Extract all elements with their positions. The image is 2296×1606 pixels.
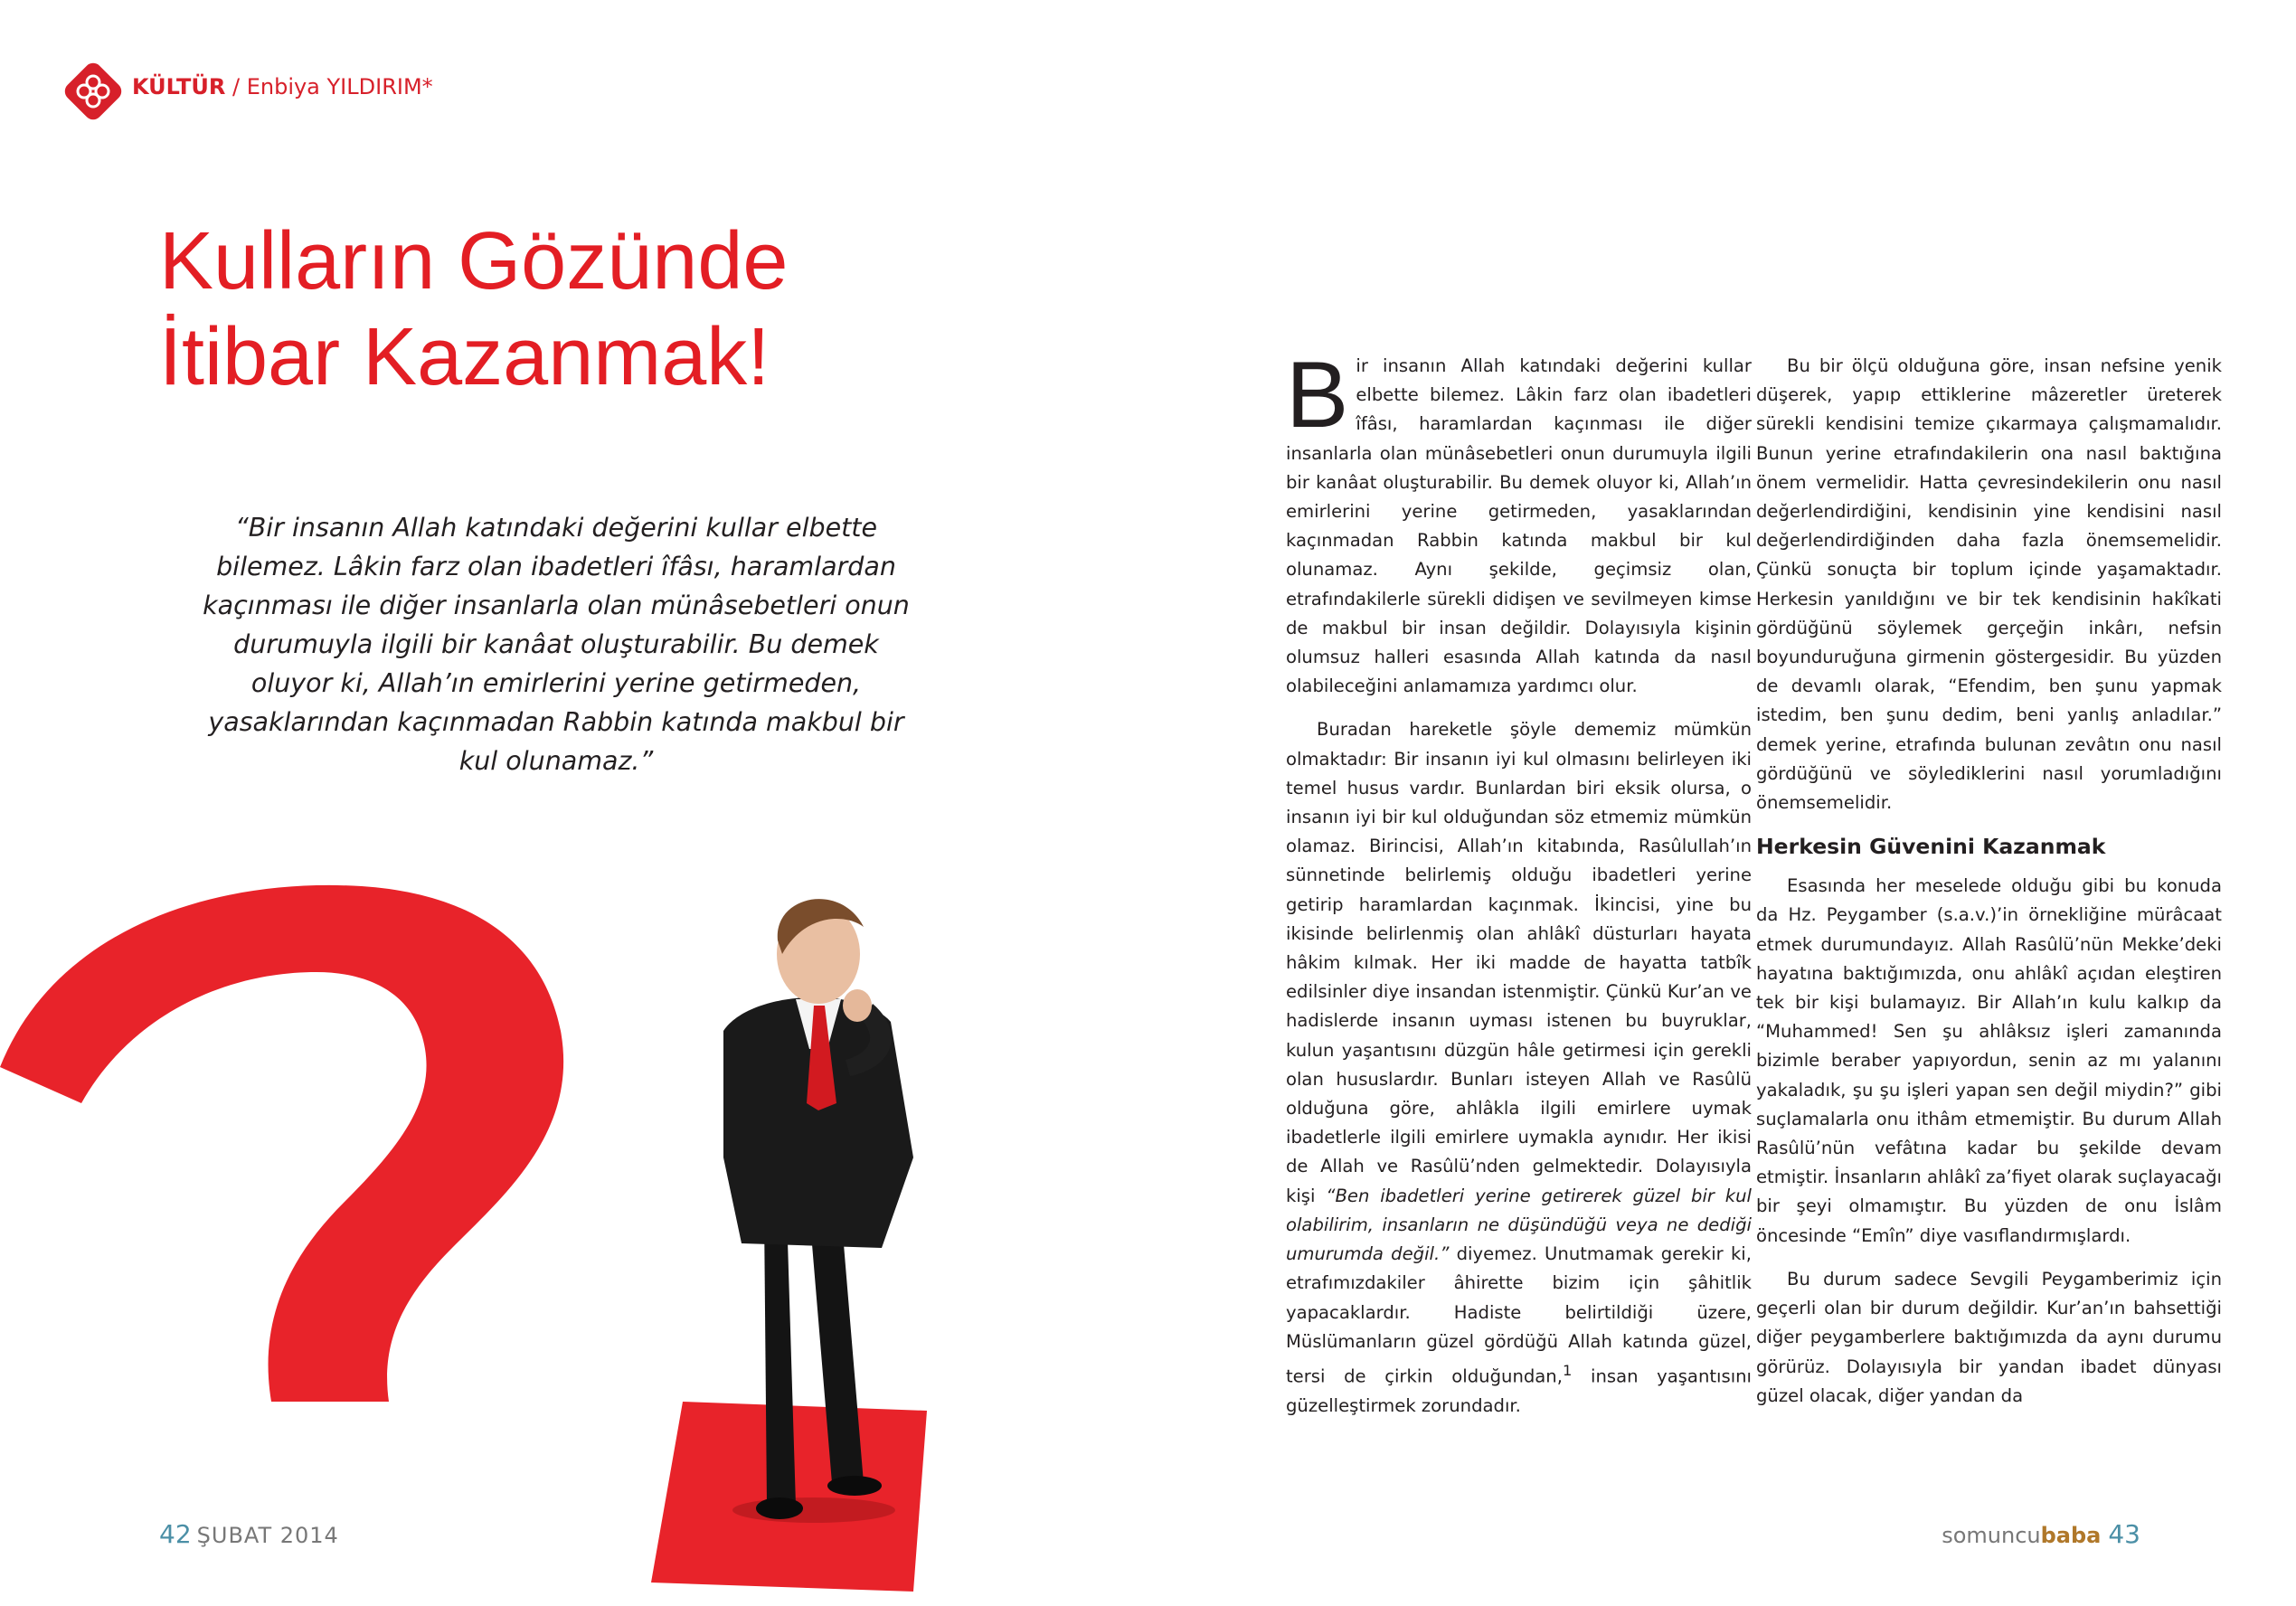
article-paragraph-4: Esasında her meselede olduğu gibi bu konuda da Hz. Peygamber (s.a.v.)’in örnekliğine mürâcaat etmek durumundayız. Allah Rasûlü’nün Mekke’deki hayatına baktığımızda, onu ahlâkî açıdan eleştiren tek bir kişi bulamayız. Bir Allah’ın kulu kalkıp da “Muhammed! Sen şu ahlâksız işleri zamanında bizimle beraber yapıyordun, senin az mı yalanını yakaladık, şu şu işleri yapan sen değil miydin?” gibi suçlamalarla onu ithâm etmemiştir. Bu durum Allah Rasûlü’nün vefâtına kadar bu şekilde devam etmiştir. İnsanların ahlâkî za’fiyet olarak suçlayacağı bir şeyi olmamıştır. Bu yüzden de onu İslâm öncesinde “Emîn” diye vasıflandırmışlardı. — [1756, 875, 2222, 1246]
question-mark-man-illustration — [0, 778, 1121, 1602]
article-column-right — [1756, 352, 2222, 1411]
author-name: Enbiya YILDIRIM* — [246, 74, 433, 99]
page-number-left: 42 — [159, 1519, 192, 1549]
page-number-right: 43 — [2108, 1519, 2140, 1549]
header-separator: / — [231, 74, 241, 99]
issue-date: ŞUBAT 2014 — [196, 1523, 339, 1548]
footer-right — [1942, 1519, 2140, 1549]
section-badge-icon — [60, 58, 127, 125]
footer-left — [159, 1519, 339, 1549]
magazine-name-part-1: somuncu — [1942, 1523, 2041, 1548]
article-paragraph-2: Buradan hareketle şöyle dememiz mümkün olmaktadır: Bir insanın iyi kul olmasını belirleyen iki temel husus vardır. Bunlardan biri eksik olursa, o insanın iyi bir kul olduğundan söz etmemiz mümkün olamaz. Birincisi, Allah’ın kitabında, Rasûlullah’ın sünnetinde belirlemiş olduğu ibadetleri yerine getirip haramlardan kaçınmak. İkincisi, yine bu ikisinde belirlenmiş olan ahlâkî düsturları hayata hâkim kılmak. Her iki madde de hayatta tatbîk edilsinler diye insandan istenmiştir. Çünkü Kur’an ve hadislerde insanın uyması istenen bu buyruklar, kulun yaşantısını düzgün hâle getirmesi için gerekli olan hususlardır. Bunları isteyen Allah ve Rasûlü olduğuna göre, ahlâkla ilgili emirlere uymak ibadetlerle ilgili emirlere uymakla aynıdır. Her ikisi de Allah ve Rasûlü’nden gelmektedir. Dolayısıyla kişi “Ben ibadetleri yerine getirerek güzel bir kul olabilirim, insanların ne düşündüğü veya ne dediği umurumda değil.” diyemez. Unutmamak gerekir ki, etrafımızdakiler âhirette bizim için şâhitlik yapacaklardır. Hadiste belirtildiği üzere, Müslümanların güzel gördüğü Allah katında güzel, tersi de çirkin olduğundan,$^1$ insan yaşantısını güzelleştirmek zorundadır. — [1286, 719, 1753, 1416]
section-label: KÜLTÜR — [132, 74, 226, 99]
footnote-marker: 1 — [1562, 1361, 1573, 1379]
article-paragraph-1: Bir insanın Allah katındaki değerini kullar elbette bilemez. Lâkin farz olan ibadetleri îfâsı, haramlardan kaçınması ile diğer insanlarla olan münâsebetleri onun durumuyla ilgili bir kanâat oluşturabilir. Bu demek oluyor ki, Allah’ın emirlerini yerine getirmeden, yasaklarından kaçınmadan Rabbin katında makbul bir kul olunamaz. Aynı şekilde, geçimsiz olan, etrafındakilerle sürekli didişen ve sevilmeyen kimse de makbul bir insan değildir. Dolayısıyla kişinin olumsuz halleri esasında Allah katında da nasıl olabileceğini anlamamıza yardımcı olur. — [1286, 343, 1752, 697]
section-header — [132, 74, 433, 99]
article-paragraph-3: Bu bir ölçü olduğuna göre, insan nefsine yenik düşerek, yapıp ettiklerine mâzeretler üreterek sürekli kendisini temize çıkarmaya çalışmamalıdır. Bunun yerine etrafındakilerin ona nasıl baktığına önem vermelidir. Hatta çevresindekilerin onu nasıl değerlendirdiğini, kendisinin yine kendisini nasıl değerlendirdiğinden daha fazla önemsemelidir. Çünkü sonuçta bir toplum içinde yaşamaktadır. Herkesin yanıldığını ve bir tek kendisinin hakîkati gördüğünü söylemek gerçeğin inkârı, nefsin boyunduruğuna girmenin göstergesidir. Bu yüzden de devamlı olarak, “Efendim, ben şunu yapmak istedim, ben şunu dedim, beni yanlış anladılar.” demek yerine, etrafında bulunan zevâtın onu nasıl gördüğünü ve söylediklerini nasıl yorumladığını önemsemelidir. — [1756, 355, 2222, 814]
magazine-name-part-2: baba — [2040, 1523, 2102, 1548]
article-column-left — [1286, 343, 1753, 1421]
article-title-line-1: Kulların Gözünde — [159, 216, 789, 307]
inline-quote: “Ben ibadetleri yerine getirerek güzel bir kul olabilirim, insanların ne düşündüğü veya ne dediği umurumda değil.” — [1286, 1185, 1753, 1265]
article-title-line-2: İtibar Kazanmak! — [159, 312, 770, 402]
pull-quote: “Bir insanın Allah katındaki değerini kullar elbette bilemez. Lâkin farz olan ibadetleri îfâsı, haramlardan kaçınması ile diğer insanlarla olan münâsebetleri onun durumuyla ilgili bir kanâat oluşturabilir. Bu demek oluyor ki, Allah’ın emirlerini yerine getirmeden, yasaklarından kaçınmadan Rabbin katında makbul bir kul olunamaz.” — [203, 513, 910, 776]
article-subheading: Herkesin Güvenini Kazanmak — [1756, 834, 2106, 860]
drop-cap: B — [1286, 343, 1349, 448]
article-paragraph-5: Bu durum sadece Sevgili Peygamberimiz için geçerli olan bir durum değildir. Kur’an’ın bahsettiği diğer peygamberlere baktığımızda da aynı durumu görürüz. Dolayısıyla bir yandan ibadet dünyası güzel olacak, diğer yandan da — [1756, 1268, 2222, 1406]
article-title — [159, 213, 973, 405]
